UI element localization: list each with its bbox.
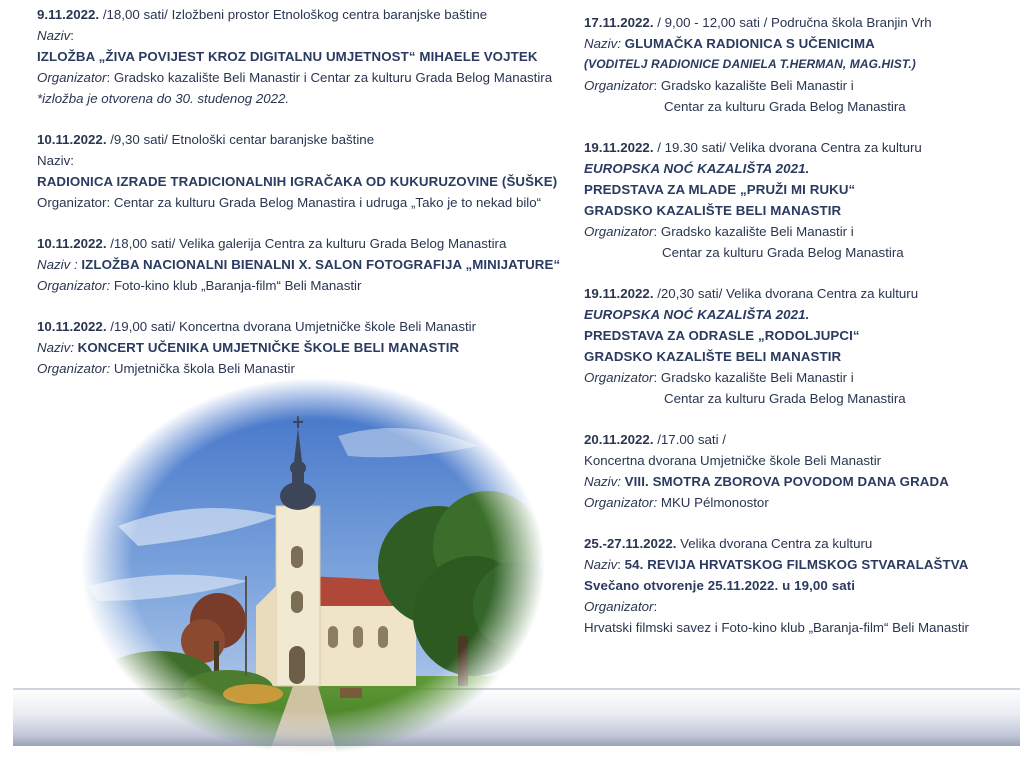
left-column xyxy=(37,4,567,379)
event-title: PREDSTAVA ZA MLADE „PRUŽI MI RUKU“ xyxy=(584,182,856,197)
event-date: 19.11.2022. xyxy=(584,286,654,301)
event-title: RADIONICA IZRADE TRADICIONALNIH IGRAČAKA OD KUKURUZOVINE (ŠUŠKE) xyxy=(37,174,558,189)
event-organizer-line: Organizator: MKU Pélmonostor xyxy=(584,495,769,510)
event-title: GLUMAČKA RADIONICA S UČENICIMA xyxy=(624,36,875,51)
event-date-line: 25.-27.11.2022. Velika dvorana Centra za kulturu xyxy=(584,536,873,551)
event-naziv-line: Naziv: xyxy=(37,153,74,168)
event-date-line: 10.11.2022. /19,00 sati/ Koncertna dvorana Umjetničke škole Beli Manastir xyxy=(37,319,477,334)
event-date: 9.11.2022. xyxy=(37,7,100,22)
event-title: VIII. SMOTRA ZBOROVA POVODOM DANA GRADA xyxy=(624,474,949,489)
event-date: 20.11.2022. xyxy=(584,432,654,447)
event-block xyxy=(584,429,1024,513)
event-title-line: Naziv: 54. REVIJA HRVATSKOG FILMSKOG STVARALAŠTVA xyxy=(584,557,969,572)
event-date-line: 10.11.2022. /9,30 sati/ Etnološki centar baranjske baštine xyxy=(37,132,375,147)
event-date-line: 20.11.2022. /17.00 sati / xyxy=(584,432,726,447)
event-organizer-line: Organizator: Umjetnička škola Beli Manastir xyxy=(37,361,295,376)
event-date: 10.11.2022. xyxy=(37,132,107,147)
event-organizer-line: Organizator: Gradsko kazalište Beli Manastir i xyxy=(584,78,854,93)
event-organizer-line-2: Centar za kulturu Grada Belog Manastira xyxy=(664,391,906,406)
event-block xyxy=(37,233,567,296)
event-date: 19.11.2022. xyxy=(584,140,654,155)
event-date-line: 9.11.2022. /18,00 sati/ Izložbeni prostor Etnološkog centra baranjske baštine xyxy=(37,7,488,22)
event-title-line: Naziv: GLUMAČKA RADIONICA S UČENICIMA xyxy=(584,36,875,51)
event-title: 54. REVIJA HRVATSKOG FILMSKOG STVARALAŠTVA xyxy=(624,557,969,572)
event-organizer-line: Organizator: Gradsko kazalište Beli Manastir i xyxy=(584,224,854,239)
event-festival: EUROPSKA NOĆ KAZALIŠTA 2021. xyxy=(584,161,810,176)
event-organizer: Hrvatski filmski savez i Foto-kino klub „Baranja-film“ Beli Manastir xyxy=(584,620,969,635)
event-date-line: 19.11.2022. / 19.30 sati/ Velika dvorana Centra za kulturu xyxy=(584,140,922,155)
event-date-line: 17.11.2022. / 9,00 - 12,00 sati / Područna škola Branjin Vrh xyxy=(584,15,932,30)
event-title: IZLOŽBA NACIONALNI BIENALNI X. SALON FOTOGRAFIJA „MINIJATURE“ xyxy=(81,257,561,272)
event-date-line: 19.11.2022. /20,30 sati/ Velika dvorana Centra za kulturu xyxy=(584,286,919,301)
event-block xyxy=(584,283,1024,409)
event-block xyxy=(37,4,567,109)
event-company: GRADSKO KAZALIŠTE BELI MANASTIR xyxy=(584,203,842,218)
event-date: 25.-27.11.2022. xyxy=(584,536,677,551)
event-date-line: 10.11.2022. /18,00 sati/ Velika galerija Centra za kulturu Grada Belog Manastira xyxy=(37,236,507,251)
event-note: *izložba je otvorena do 30. studenog 2022. xyxy=(37,91,290,106)
event-date: 10.11.2022. xyxy=(37,319,107,334)
event-date: 17.11.2022. xyxy=(584,15,654,30)
event-organizer-line: Organizator: Centar za kulturu Grada Belog Manastira i udruga „Tako je to nekad bilo“ xyxy=(37,195,542,210)
church-photo xyxy=(78,376,548,756)
event-organizer-line: Organizator: xyxy=(584,599,658,614)
event-company: GRADSKO KAZALIŠTE BELI MANASTIR xyxy=(584,349,842,364)
event-title: IZLOŽBA „ŽIVA POVIJEST KROZ DIGITALNU UMJETNOST“ MIHAELE VOJTEK xyxy=(37,49,538,64)
event-organizer-line: Organizator: Foto-kino klub „Baranja-film“ Beli Manastir xyxy=(37,278,362,293)
event-festival: EUROPSKA NOĆ KAZALIŠTA 2021. xyxy=(584,307,810,322)
event-place: Koncertna dvorana Umjetničke škole Beli Manastir xyxy=(584,453,882,468)
event-opening: Svečano otvorenje 25.11.2022. u 19,00 sati xyxy=(584,578,856,593)
event-block xyxy=(584,12,1024,117)
event-organizer-line: Organizator: Gradsko kazalište Beli Manastir i Centar za kulturu Grada Belog Manastira xyxy=(37,70,553,85)
event-organizer-line-2: Centar za kulturu Grada Belog Manastira xyxy=(664,99,906,114)
event-title: PREDSTAVA ZA ODRASLE „RODOLJUPCI“ xyxy=(584,328,860,343)
event-block xyxy=(584,533,1024,638)
event-naziv-line: Naziv: xyxy=(37,28,74,43)
event-block xyxy=(37,316,567,379)
event-date: 10.11.2022. xyxy=(37,236,107,251)
event-organizer-line: Organizator: Gradsko kazalište Beli Manastir i xyxy=(584,370,854,385)
event-organizer-line-2: Centar za kulturu Grada Belog Manastira xyxy=(662,245,904,260)
event-title-line: Naziv: KONCERT UČENIKA UMJETNIČKE ŠKOLE BELI MANASTIR xyxy=(37,340,460,355)
event-title-line: Naziv : IZLOŽBA NACIONALNI BIENALNI X. SALON FOTOGRAFIJA „MINIJATURE“ xyxy=(37,257,561,272)
event-block xyxy=(584,137,1024,263)
event-title: KONCERT UČENIKA UMJETNIČKE ŠKOLE BELI MANASTIR xyxy=(77,340,460,355)
right-column xyxy=(584,12,1024,638)
event-block xyxy=(37,129,567,213)
event-subtitle: (VODITELJ RADIONICE DANIELA T.HERMAN, MAG.HIST.) xyxy=(584,57,916,71)
event-title-line: Naziv: VIII. SMOTRA ZBOROVA POVODOM DANA GRADA xyxy=(584,474,949,489)
